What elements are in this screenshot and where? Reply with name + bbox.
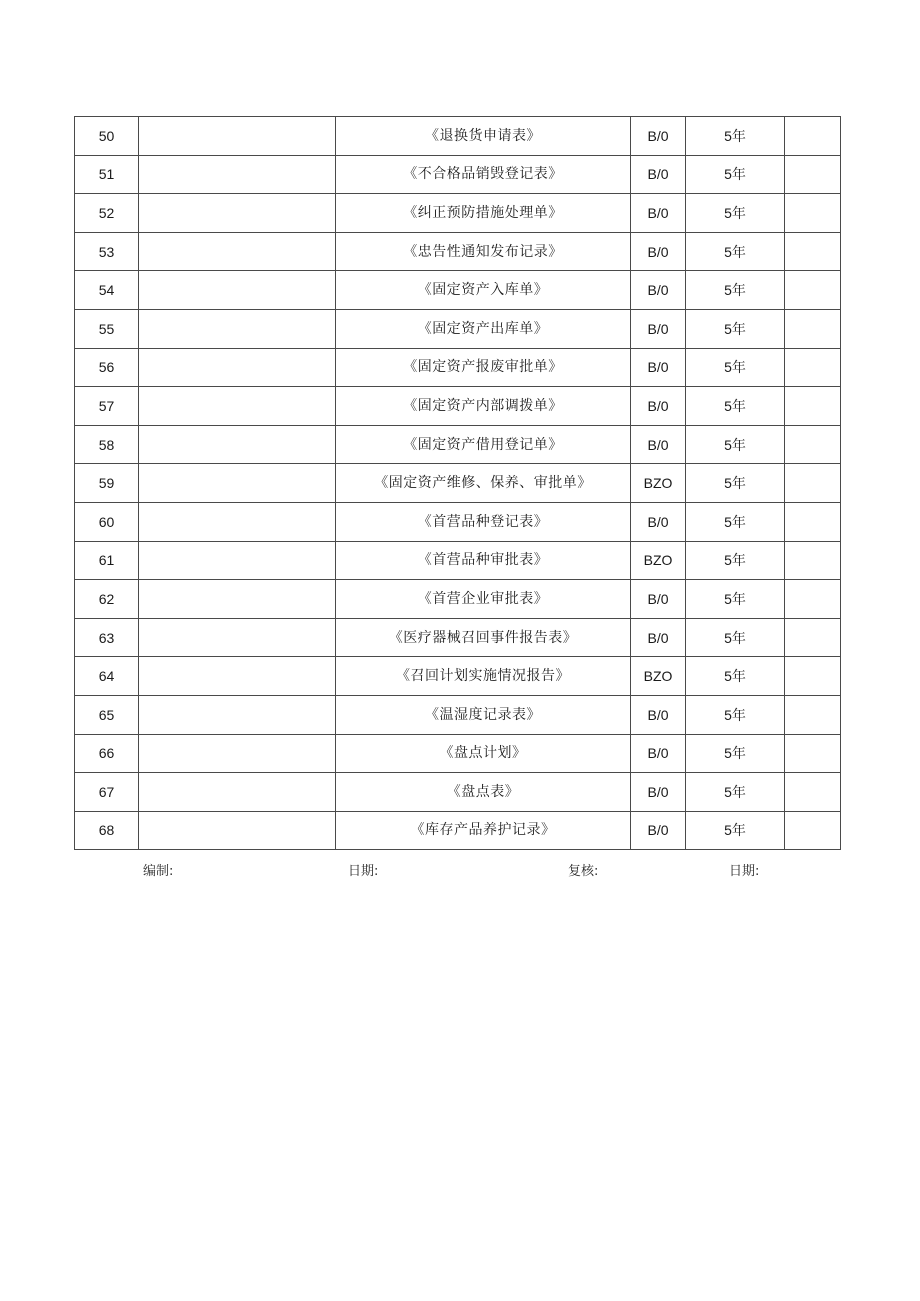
department-cell	[139, 348, 336, 387]
retention-period-cell: 5年	[686, 657, 785, 696]
retention-period-cell: 5年	[686, 232, 785, 271]
record-code-cell: B/0	[631, 502, 686, 541]
remark-cell	[785, 811, 841, 850]
retention-period-cell: 5年	[686, 464, 785, 503]
record-code-cell: B/0	[631, 425, 686, 464]
retention-period-cell: 5年	[686, 155, 785, 194]
remark-cell	[785, 117, 841, 156]
record-code-cell: B/0	[631, 811, 686, 850]
records-table-container	[74, 116, 840, 850]
retention-period-cell: 5年	[686, 271, 785, 310]
department-cell	[139, 387, 336, 426]
review-date-label: 日期:	[729, 864, 760, 879]
record-name-cell: 《固定资产报废审批单》	[336, 348, 631, 387]
record-code-cell: B/0	[631, 155, 686, 194]
retention-period-cell: 5年	[686, 773, 785, 812]
record-code-cell: BZO	[631, 657, 686, 696]
record-name-cell: 《温湿度记录表》	[336, 695, 631, 734]
department-cell	[139, 464, 336, 503]
department-cell	[139, 541, 336, 580]
row-number-cell: 52	[75, 194, 139, 233]
signature-footer	[74, 860, 840, 878]
record-code-cell: B/0	[631, 194, 686, 233]
retention-period-cell: 5年	[686, 348, 785, 387]
table-row	[75, 194, 841, 233]
record-code-cell: B/0	[631, 232, 686, 271]
row-number-cell: 65	[75, 695, 139, 734]
department-cell	[139, 502, 336, 541]
record-code-cell: B/0	[631, 309, 686, 348]
table-row	[75, 502, 841, 541]
remark-cell	[785, 155, 841, 194]
record-name-cell: 《固定资产内部调拨单》	[336, 387, 631, 426]
remark-cell	[785, 425, 841, 464]
department-cell	[139, 657, 336, 696]
table-row	[75, 734, 841, 773]
department-cell	[139, 773, 336, 812]
record-code-cell: B/0	[631, 773, 686, 812]
remark-cell	[785, 657, 841, 696]
record-code-cell: B/0	[631, 271, 686, 310]
row-number-cell: 64	[75, 657, 139, 696]
table-row	[75, 695, 841, 734]
record-code-cell: B/0	[631, 618, 686, 657]
retention-period-cell: 5年	[686, 811, 785, 850]
department-cell	[139, 232, 336, 271]
table-row	[75, 232, 841, 271]
row-number-cell: 63	[75, 618, 139, 657]
table-row	[75, 117, 841, 156]
table-row	[75, 425, 841, 464]
row-number-cell: 53	[75, 232, 139, 271]
department-cell	[139, 695, 336, 734]
department-cell	[139, 811, 336, 850]
row-number-cell: 67	[75, 773, 139, 812]
retention-period-cell: 5年	[686, 309, 785, 348]
record-name-cell: 《退换货申请表》	[336, 117, 631, 156]
row-number-cell: 51	[75, 155, 139, 194]
row-number-cell: 62	[75, 580, 139, 619]
remark-cell	[785, 464, 841, 503]
department-cell	[139, 425, 336, 464]
remark-cell	[785, 695, 841, 734]
record-name-cell: 《首营品种审批表》	[336, 541, 631, 580]
department-cell	[139, 117, 336, 156]
record-code-cell: B/0	[631, 734, 686, 773]
compile-date-label: 日期:	[348, 864, 379, 879]
table-row	[75, 773, 841, 812]
row-number-cell: 59	[75, 464, 139, 503]
record-code-cell: B/0	[631, 580, 686, 619]
remark-cell	[785, 734, 841, 773]
records-table	[74, 116, 841, 850]
row-number-cell: 55	[75, 309, 139, 348]
record-code-cell: BZO	[631, 464, 686, 503]
remark-cell	[785, 348, 841, 387]
remark-cell	[785, 541, 841, 580]
retention-period-cell: 5年	[686, 387, 785, 426]
department-cell	[139, 194, 336, 233]
record-name-cell: 《首营品种登记表》	[336, 502, 631, 541]
remark-cell	[785, 232, 841, 271]
remark-cell	[785, 773, 841, 812]
records-table-body	[75, 117, 841, 850]
record-name-cell: 《固定资产入库单》	[336, 271, 631, 310]
remark-cell	[785, 309, 841, 348]
department-cell	[139, 734, 336, 773]
retention-period-cell: 5年	[686, 695, 785, 734]
row-number-cell: 57	[75, 387, 139, 426]
record-code-cell: B/0	[631, 695, 686, 734]
record-code-cell: B/0	[631, 348, 686, 387]
table-row	[75, 541, 841, 580]
table-row	[75, 657, 841, 696]
retention-period-cell: 5年	[686, 580, 785, 619]
row-number-cell: 56	[75, 348, 139, 387]
retention-period-cell: 5年	[686, 502, 785, 541]
row-number-cell: 60	[75, 502, 139, 541]
table-row	[75, 155, 841, 194]
row-number-cell: 54	[75, 271, 139, 310]
department-cell	[139, 618, 336, 657]
remark-cell	[785, 271, 841, 310]
record-name-cell: 《固定资产维修、保养、审批单》	[336, 464, 631, 503]
record-name-cell: 《库存产品养护记录》	[336, 811, 631, 850]
record-name-cell: 《首营企业审批表》	[336, 580, 631, 619]
table-row	[75, 271, 841, 310]
remark-cell	[785, 387, 841, 426]
record-name-cell: 《召回计划实施情况报告》	[336, 657, 631, 696]
row-number-cell: 58	[75, 425, 139, 464]
table-row	[75, 580, 841, 619]
department-cell	[139, 309, 336, 348]
remark-cell	[785, 618, 841, 657]
row-number-cell: 50	[75, 117, 139, 156]
retention-period-cell: 5年	[686, 618, 785, 657]
table-row	[75, 309, 841, 348]
row-number-cell: 68	[75, 811, 139, 850]
retention-period-cell: 5年	[686, 117, 785, 156]
record-code-cell: B/0	[631, 117, 686, 156]
retention-period-cell: 5年	[686, 194, 785, 233]
record-name-cell: 《固定资产借用登记单》	[336, 425, 631, 464]
remark-cell	[785, 580, 841, 619]
row-number-cell: 66	[75, 734, 139, 773]
remark-cell	[785, 502, 841, 541]
table-row	[75, 464, 841, 503]
retention-period-cell: 5年	[686, 734, 785, 773]
record-code-cell: B/0	[631, 387, 686, 426]
department-cell	[139, 155, 336, 194]
record-name-cell: 《盘点计划》	[336, 734, 631, 773]
retention-period-cell: 5年	[686, 541, 785, 580]
table-row	[75, 618, 841, 657]
record-name-cell: 《固定资产出库单》	[336, 309, 631, 348]
record-name-cell: 《纠正预防措施处理单》	[336, 194, 631, 233]
row-number-cell: 61	[75, 541, 139, 580]
department-cell	[139, 271, 336, 310]
retention-period-cell: 5年	[686, 425, 785, 464]
remark-cell	[785, 194, 841, 233]
record-name-cell: 《不合格品销毁登记表》	[336, 155, 631, 194]
table-row	[75, 387, 841, 426]
reviewed-by-label: 复核:	[568, 864, 599, 879]
record-name-cell: 《忠告性通知发布记录》	[336, 232, 631, 271]
record-name-cell: 《盘点表》	[336, 773, 631, 812]
record-code-cell: BZO	[631, 541, 686, 580]
table-row	[75, 348, 841, 387]
compiled-by-label: 编制:	[143, 864, 174, 879]
table-row	[75, 811, 841, 850]
department-cell	[139, 580, 336, 619]
record-name-cell: 《医疗器械召回事件报告表》	[336, 618, 631, 657]
